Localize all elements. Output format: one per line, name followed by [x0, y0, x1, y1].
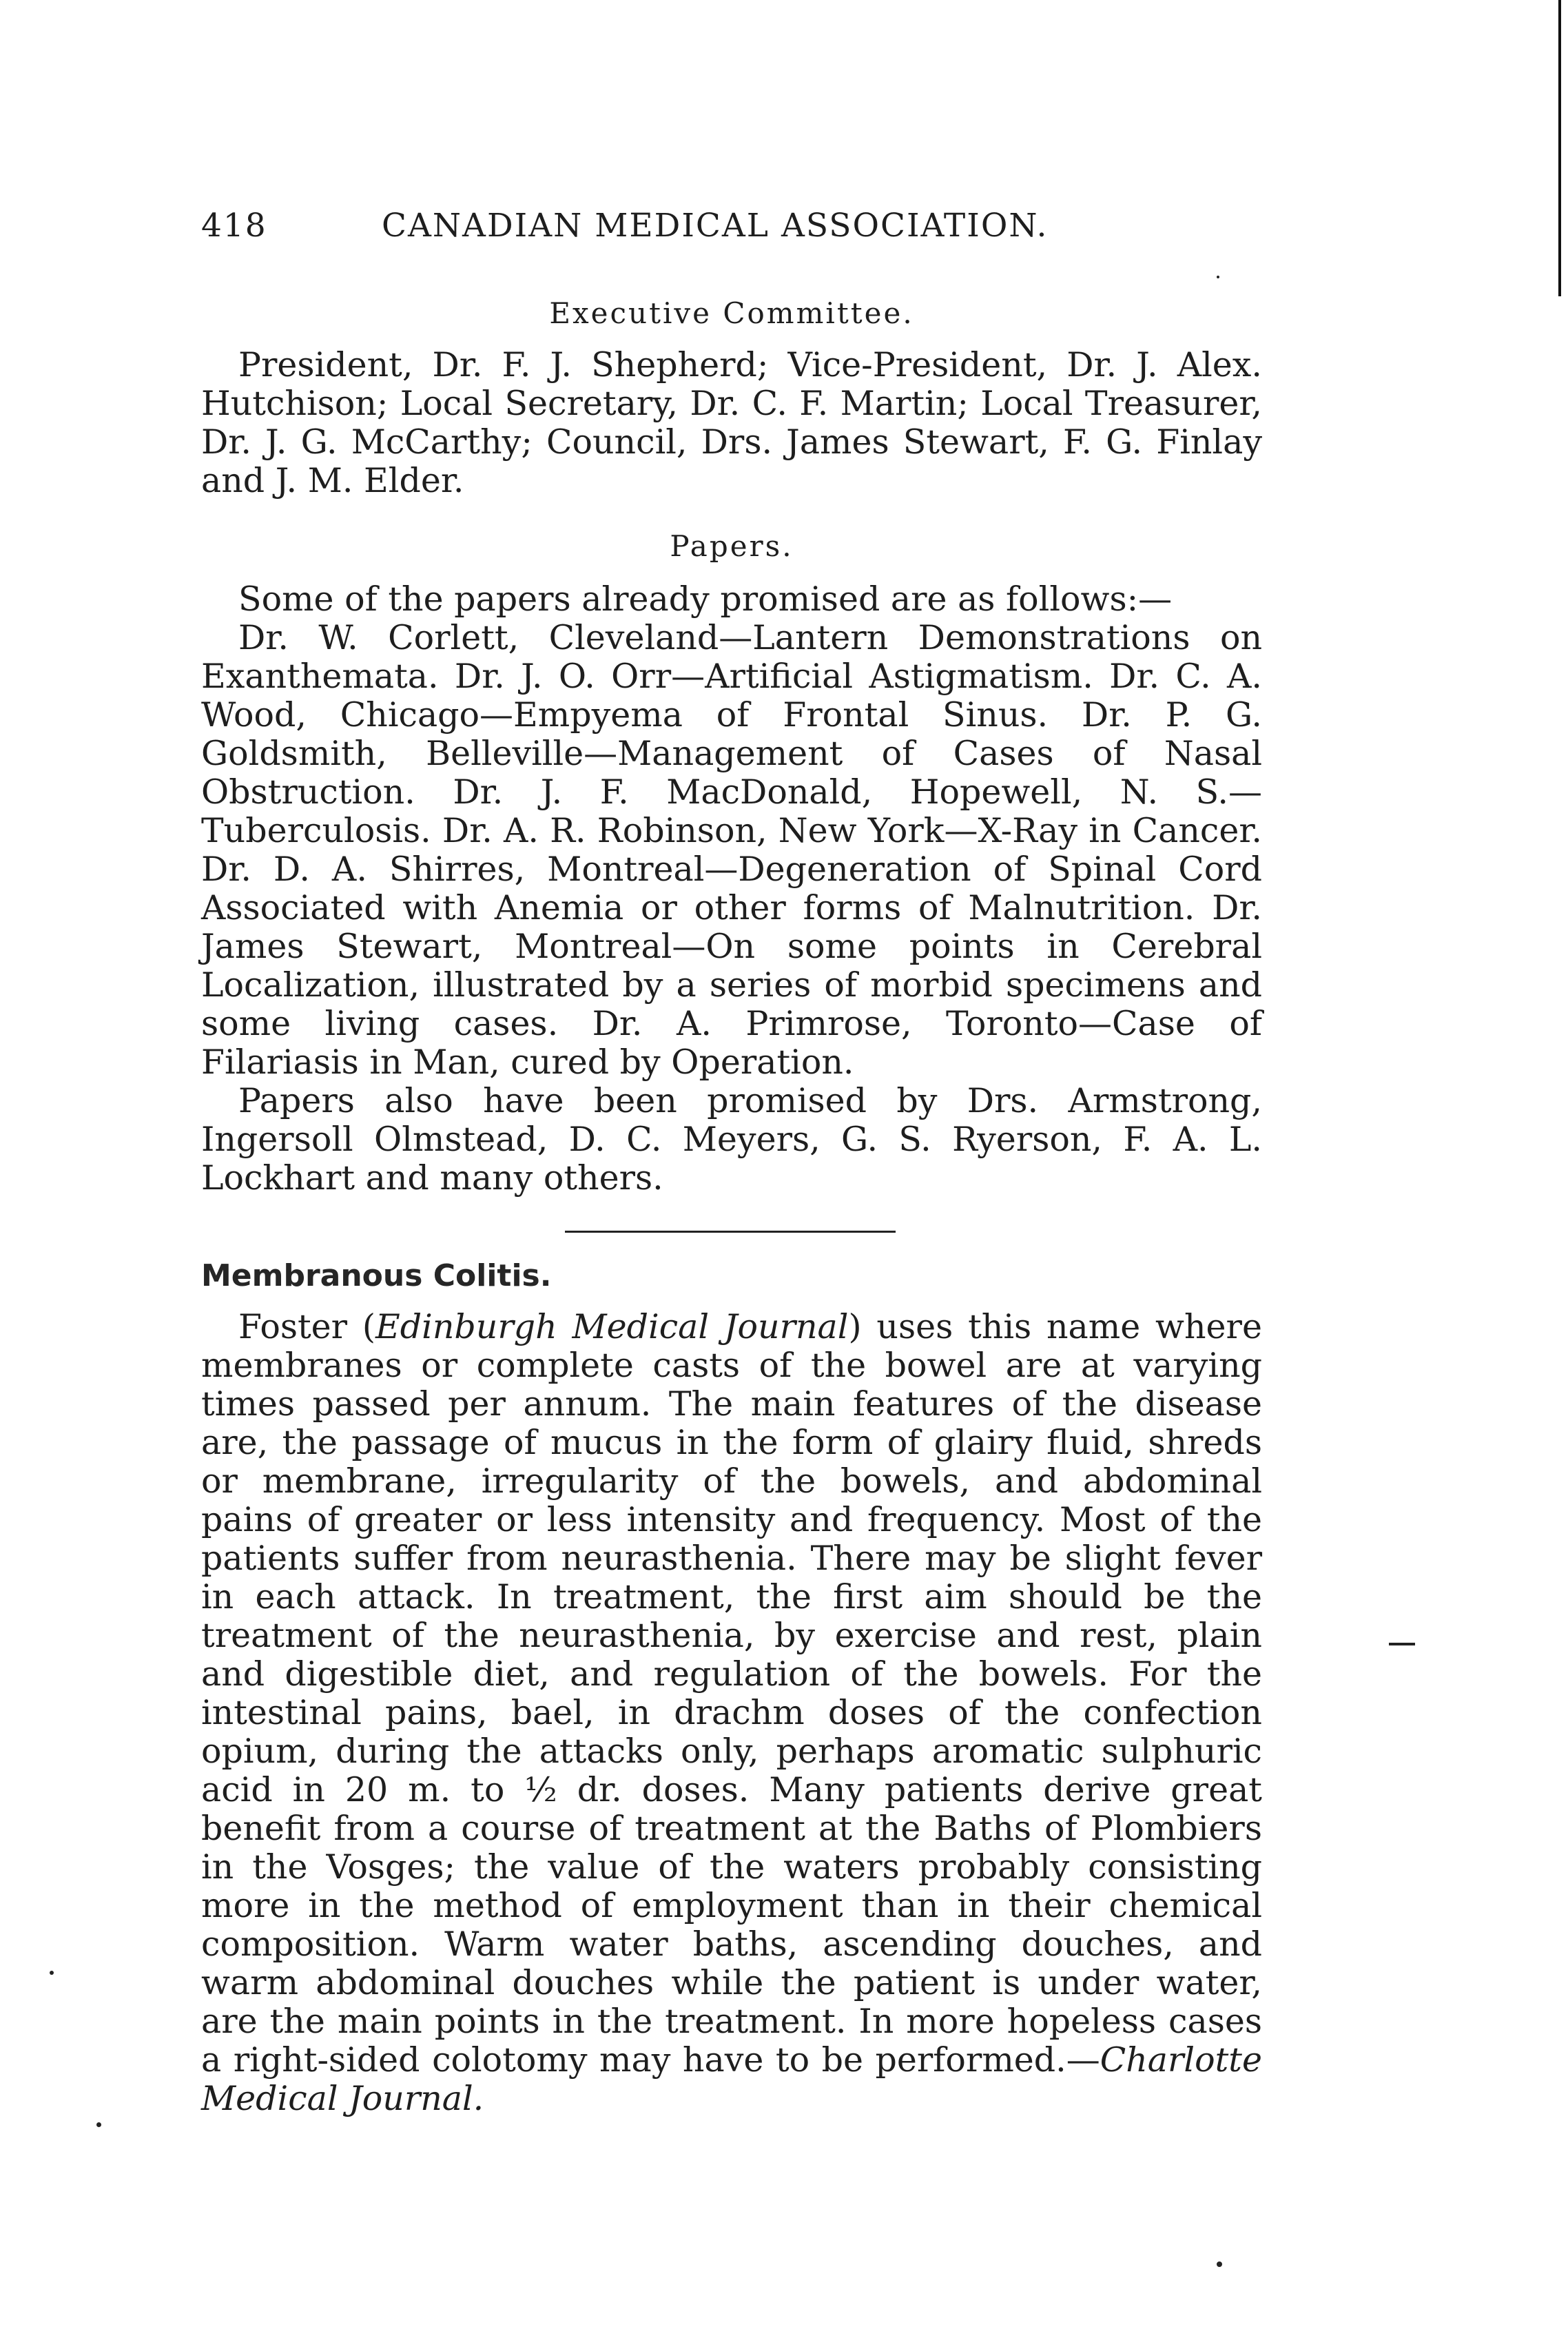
journal-title: CANADIAN MEDICAL ASSOCIATION.: [382, 207, 1049, 245]
papers-heading: Papers.: [670, 529, 794, 563]
scan-speck: [1217, 2261, 1222, 2267]
papers-list: Dr. W. Corlett, Cleveland—Lantern Demonstrations on Exanthemata. Dr. J. O. Orr—Artificial Astigmatism. Dr. C. A. Wood, Chicago—Empyema of Frontal Sinus. Dr. P. G. Goldsmith, Belleville—Management of Cases of Nasal Obstruction. Dr. J. F. MacDonald, Hopewell, N. S.—Tuberculosis. Dr. A. R. Robinson, New York—X-Ray in Cancer. Dr. D. A. Shirres, Montreal—Degeneration of Spinal Cord Associated with Anemia or other forms of Malnutrition. Dr. James Stewart, Montreal—On some points in Cerebral Localization, illustrated by a series of morbid specimens and some living cases. Dr. A. Primrose, Toronto—Case of Filariasis in Man, cured by Operation.: [201, 618, 1262, 1082]
papers-also: Papers also have been promised by Drs. Armstrong, Ingersoll Olmstead, D. C. Meyers, G. S. Ryerson, F. A. L. Lockhart and many others.: [201, 1081, 1262, 1198]
article-body-section: [201, 1308, 1262, 2118]
article-intro-author: Foster (: [238, 1307, 376, 1346]
scan-speck: [96, 2122, 101, 2127]
page-edge-line: [1558, 0, 1561, 296]
scan-speck: [50, 1971, 54, 1975]
executive-committee-text: President, Dr. F. J. Shepherd; Vice-President, Dr. J. Alex. Hutchison; Local Secretary, Dr. C. F. Martin; Local Treasurer, Dr. J. G. McCarthy; Council, Drs. James Stewart, F. G. Finlay and J. M. Elder.: [201, 345, 1262, 500]
scan-speck: [1217, 276, 1219, 278]
article-closing-source: Charlotte Medical Journal.: [201, 2040, 1262, 2118]
papers-intro: Some of the papers already promised are as follows:—: [238, 579, 1173, 619]
article-heading: Membranous Colitis.: [201, 1258, 552, 1293]
executive-committee-section: [201, 346, 1262, 500]
margin-dash-mark: [1389, 1643, 1415, 1645]
article-body-text: ) uses this name where membranes or complete casts of the bowel are at varying times passed per annum. The main features of the disease are, the passage of mucus in the form of glairy fluid, shreds or membrane, irregularity of the bowels, and abdominal pains of greater or less intensity and frequency. Most of the patients suffer from neurasthenia. There may be slight fever in each attack. In treatment, the first aim should be the treatment of the neurasthenia, by exercise and rest, plain and digestible diet, and regulation of the bowels. For the intestinal pains, bael, in drachm doses of the confection opium, during the attacks only, perhaps aromatic sulphuric acid in 20 m. to ½ dr. doses. Many patients derive great benefit from a course of treatment at the Baths of Plombiers in the Vosges; the value of the waters probably consisting more in the method of employment than in their chemical composition. Warm water baths, ascending douches, and warm abdominal douches while the patient is under water, are the main points in the treatment. In more hopeless cases a right-sided colotomy may have to be performed.—: [201, 1307, 1262, 2080]
running-head: [201, 207, 1262, 262]
article-body: [201, 1308, 1262, 2118]
executive-committee-heading: Executive Committee.: [549, 296, 914, 330]
section-divider: [565, 1231, 896, 1233]
article-source-journal: Edinburgh Medical Journal: [375, 1307, 849, 1346]
page-number: 418: [201, 207, 267, 245]
papers-section: [201, 580, 1262, 1198]
